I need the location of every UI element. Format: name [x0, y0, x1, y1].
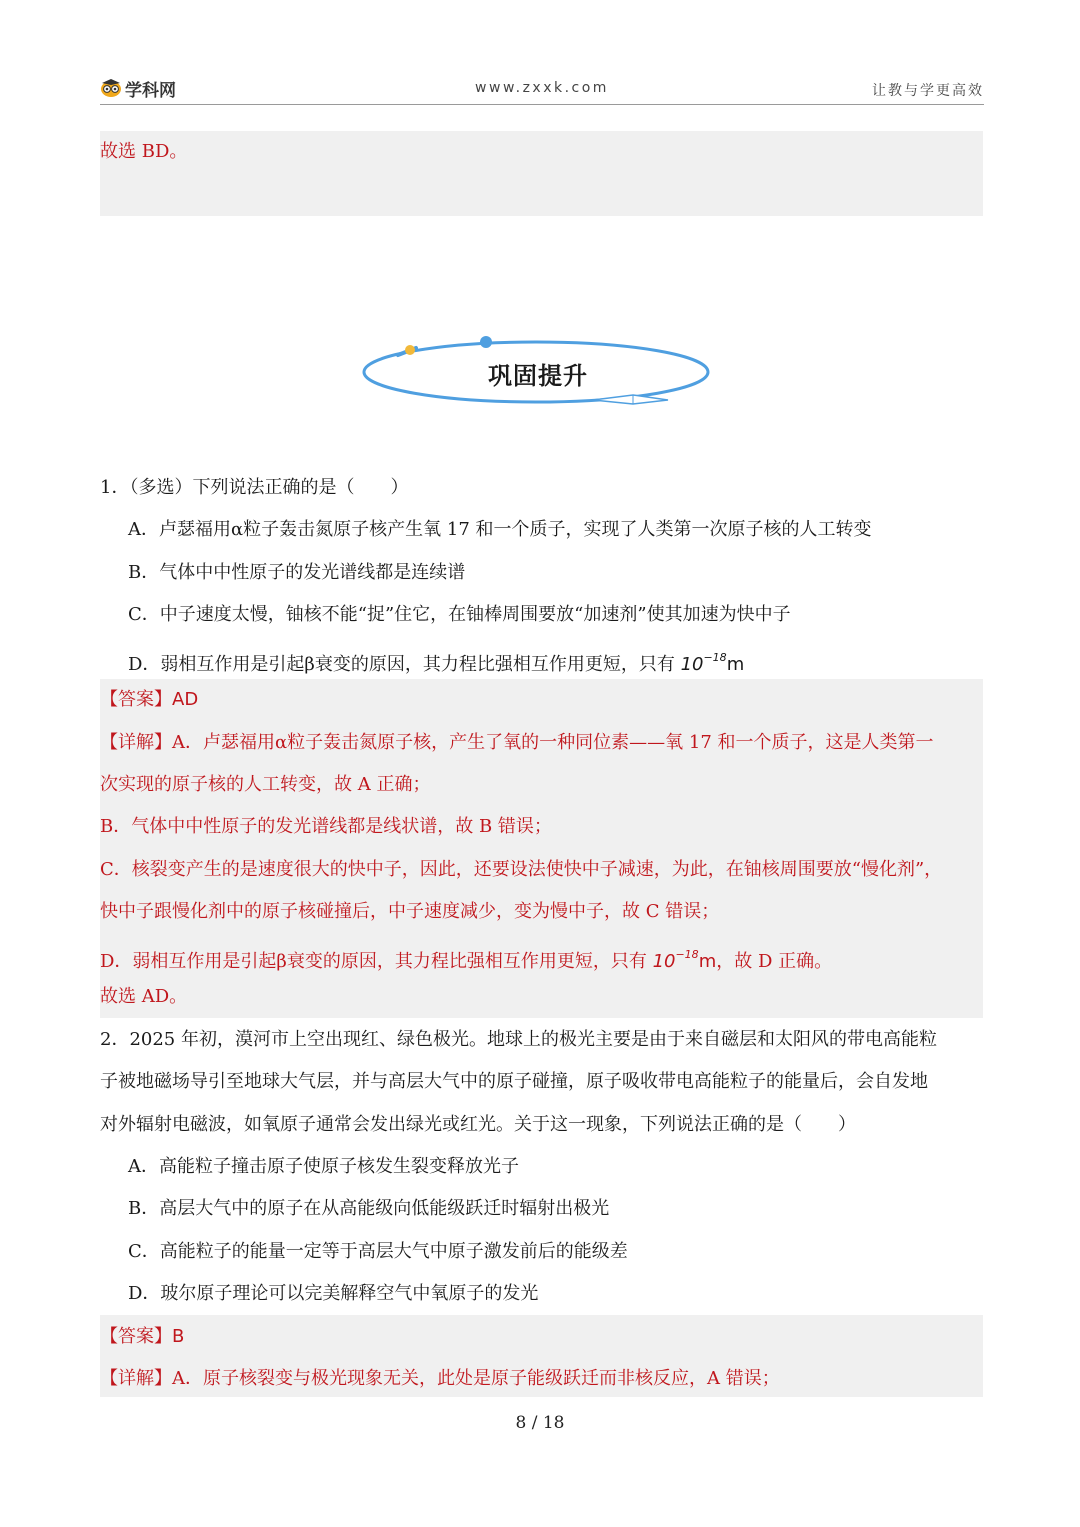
page-header [100, 74, 984, 105]
section-banner [358, 330, 718, 420]
q2-option-b: B．高层大气中的原子在从高能级向低能级跃迁时辐射出极光 [128, 1198, 610, 1219]
prev-answer-box [100, 131, 983, 216]
q1-option-d-text: D．弱相互作用是引起β衰变的原因，其力程比强相互作用更短，只有 [128, 654, 681, 675]
q1-option-d: D．弱相互作用是引起β衰变的原因，其力程比强相互作用更短，只有 $10^{-18}m$ [128, 651, 745, 675]
site-url: www.zxxk.com [475, 80, 609, 96]
q1-explanation-line-6: D．弱相互作用是引起β衰变的原因，其力程比强相互作用更短，只有 $10^{-18}m$，故 D 正确。 [100, 948, 833, 972]
q2-stem-line-2: 子被地磁场导引至地球大气层，并与高层大气中的原子碰撞，原子吸收带电高能粒子的能量后，会自发地 [100, 1071, 928, 1092]
q2-stem-line-3: 对外辐射电磁波，如氧原子通常会发出绿光或红光。关于这一现象，下列说法正确的是（ ） [100, 1114, 856, 1135]
q1-explanation-line-1: 【详解】A．卢瑟福用α粒子轰击氮原子核，产生了氧的一种同位素——氧 17 和一个质子，这是人类第一 [100, 732, 934, 753]
q1-answer-value: AD [172, 689, 199, 710]
q2-stem-line-1: 2．2025 年初，漠河市上空出现红、绿色极光。地球上的极光主要是由于来自磁层和太阳风的带电高能粒 [100, 1029, 937, 1050]
prev-conclusion: 故选 BD。 [100, 141, 188, 162]
q1-option-d-math: $10^{-18}$ [680, 651, 727, 675]
q1-answer: 【答案】AD [100, 689, 199, 710]
q1-explanation-line-2: 次实现的原子核的人工转变，故 A 正确； [100, 774, 431, 795]
logo-text: 学科网 [125, 80, 176, 101]
q2-option-c: C．高能粒子的能量一定等于高层大气中原子激发前后的能级差 [128, 1241, 628, 1262]
q2-answer: 【答案】B [100, 1326, 185, 1347]
q1-option-c: C．中子速度太慢，铀核不能“捉”住它，在铀棒周围要放“加速剂”使其加速为快中子 [128, 604, 791, 625]
q2-answer-value: B [172, 1326, 185, 1347]
q2-explanation-line-1: 【详解】A．原子核裂变与极光现象无关，此处是原子能级跃迁而非核反应，A 错误； [100, 1368, 780, 1389]
q1-explanation-line-4: C．核裂变产生的是速度很大的快中子，因此，还要设法使快中子减速，为此，在铀核周围要放“慢化剂”， [100, 859, 943, 880]
page-number: 8 / 18 [515, 1413, 565, 1433]
section-title: 巩固提升 [488, 362, 588, 390]
q1-option-a: A．卢瑟福用α粒子轰击氮原子核产生氧 17 和一个质子，实现了人类第一次原子核的人工转变 [128, 519, 872, 540]
q1-conclusion: 故选 AD。 [100, 986, 188, 1007]
q2-option-d: D．玻尔原子理论可以完美解释空气中氧原子的发光 [128, 1283, 539, 1304]
header-slogan: 让教与学更高效 [872, 83, 984, 99]
q2-option-a: A．高能粒子撞击原子使原子核发生裂变释放光子 [128, 1156, 519, 1177]
q1-stem: 1．（多选）下列说法正确的是（ ） [100, 477, 409, 498]
q1-explanation-line-5: 快中子跟慢化剂中的原子核碰撞后，中子速度减少，变为慢中子，故 C 错误； [100, 901, 720, 922]
q1-option-b: B．气体中中性原子的发光谱线都是连续谱 [128, 562, 466, 583]
q1-explanation-line-3: B．气体中中性原子的发光谱线都是线状谱，故 B 错误； [100, 816, 552, 837]
